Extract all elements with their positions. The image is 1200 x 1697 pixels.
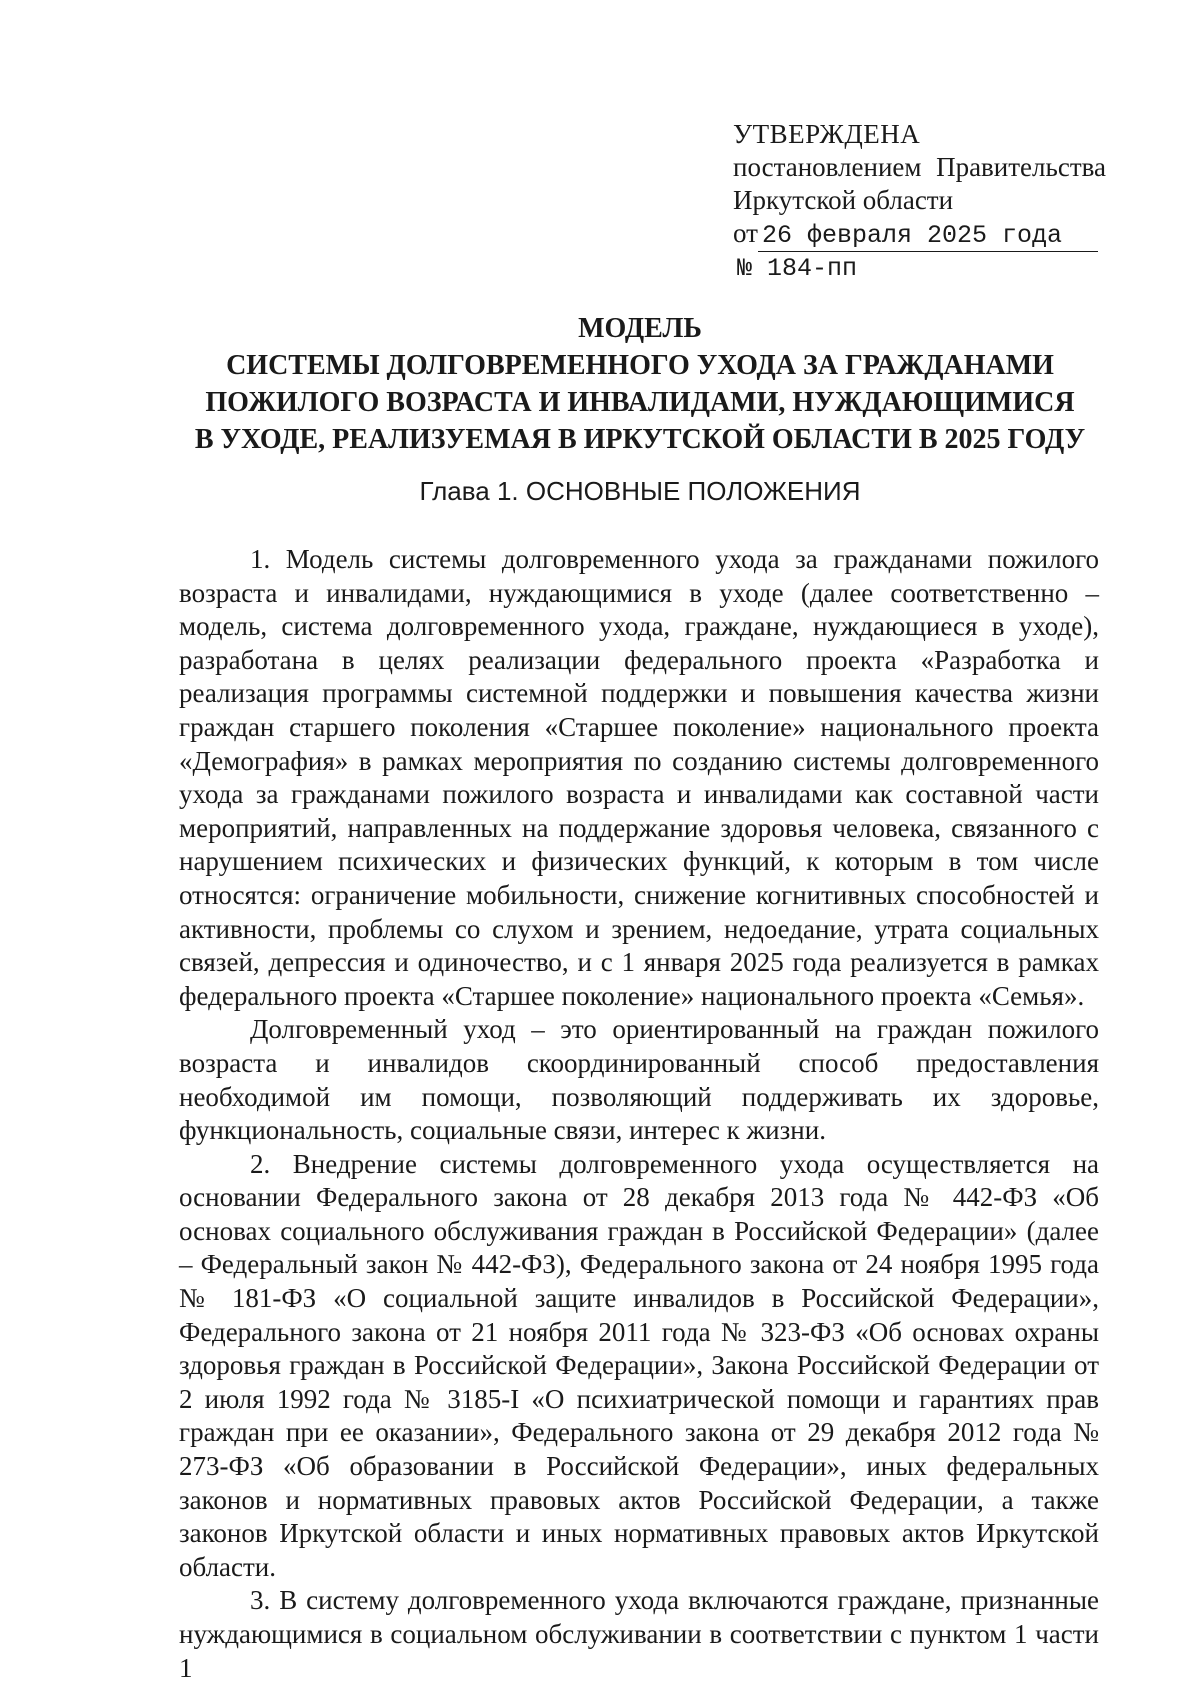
approval-line-2: Иркутской области xyxy=(733,185,954,215)
approval-date-prefix: от xyxy=(733,218,758,248)
approval-heading: УТВЕРЖДЕНА xyxy=(733,119,921,149)
document-title xyxy=(180,310,1100,458)
title-line-3: ПОЖИЛОГО ВОЗРАСТА И ИНВАЛИДАМИ, НУЖДАЮЩИМИСЯ xyxy=(205,387,1075,418)
chapter-heading: Глава 1. ОСНОВНЫЕ ПОЛОЖЕНИЯ xyxy=(419,476,861,506)
approval-date-row xyxy=(733,217,1113,252)
title-line-4: В УХОДЕ, РЕАЛИЗУЕМАЯ В ИРКУТСКОЙ ОБЛАСТИ В 2025 ГОДУ xyxy=(194,424,1086,455)
approval-date-value: 26 февраля 2025 года xyxy=(758,221,1098,252)
paragraph-3: 2. Внедрение системы долговременного ухода осуществляется на основании Федерального закона от 28 декабря 2013 года № 442-ФЗ «Об основах социального обслуживания граждан в Российской Федерации» (далее – Федеральный закон № 442-ФЗ), Федерального закона от 24 ноября 1995 года № 181-ФЗ «О социальной защите инвалидов в Российской Федерации», Федерального закона от 21 ноября 2011 года № 323-ФЗ «Об основах охраны здоровья граждан в Российской Федерации», Закона Российской Федерации от 2 июля 1992 года № 3185-I «О психиатрической помощи и гарантиях прав граждан при ее оказании», Федерального закона от 29 декабря 2012 года № 273-ФЗ «Об образовании в Российской Федерации», иных федеральных законов и нормативных правовых актов Российской Федерации, а также законов Иркутской области и иных нормативных правовых актов Иркутской области. xyxy=(179,1148,1099,1582)
approval-stamp xyxy=(733,118,1113,285)
title-line-1: МОДЕЛЬ xyxy=(578,313,702,344)
approval-line-1-a: постановлением xyxy=(733,152,922,182)
approval-line-1 xyxy=(733,151,1106,184)
title-line-2: СИСТЕМЫ ДОЛГОВРЕМЕННОГО УХОДА ЗА ГРАЖДАНАМИ xyxy=(226,350,1054,381)
approval-number: № 184-пп xyxy=(737,254,858,283)
approval-line-1-b: Правительства xyxy=(936,152,1106,182)
paragraph-1: 1. Модель системы долговременного ухода за гражданами пожилого возраста и инвалидами, нуждающимися в уходе (далее соответственно – модель, система долговременного ухода, граждане, нуждающиеся в уходе), разработана в целях реализации федерального проекта «Разработка и реализация программы системной поддержки и повышения качества жизни граждан старшего поколения «Старшее поколение» национального проекта «Демография» в рамках мероприятия по созданию системы долговременного ухода за гражданами пожилого возраста и инвалидами как составной части мероприятий, направленных на поддержание здоровья человека, связанного с нарушением психических и физических функций, к которым в том числе относятся: ограничение мобильности, снижение когнитивных способностей и активности, проблемы со слухом и зрением, недоедание, утрата социальных связей, депрессия и одиночество, и с 1 января 2025 года реализуется в рамках федерального проекта «Старшее поколение» национального проекта «Семья». xyxy=(179,544,1099,1011)
paragraph-4: 3. В систему долговременного ухода включаются граждане, признанные нуждающимися в социальном обслуживании в соответствии с пунктом 1 части 1 xyxy=(179,1585,1099,1683)
paragraph-2: Долговременный уход – это ориентированный на граждан пожилого возраста и инвалидов скоординированный способ предоставления необходимой им помощи, позволяющий поддерживать их здоровье, функциональность, социальные связи, интерес к жизни. xyxy=(179,1014,1099,1146)
document-body xyxy=(179,543,1099,1685)
